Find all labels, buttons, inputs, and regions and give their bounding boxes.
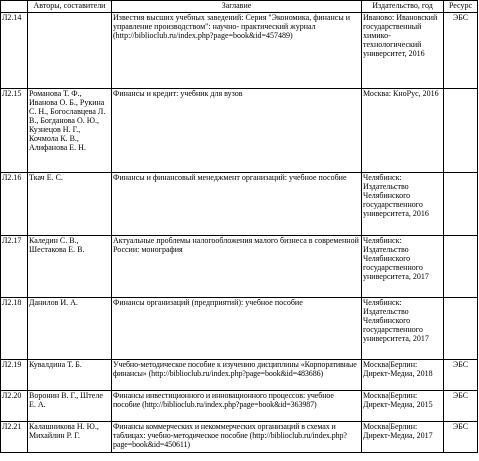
row-resource: ЭБС [444,391,478,422]
table-row [1,13,478,89]
row-number: Л2.17 [1,236,28,298]
row-publisher: Москва|Берлин: Директ-Медиа, 2018 [362,360,444,391]
header-number [1,1,28,13]
row-number: Л2.19 [1,360,28,391]
header-publisher: Издательство, год [362,1,444,13]
header-authors: Авторы, составители [28,1,112,13]
row-publisher: Челябинск: Издательство Челябинского государственного университета, 2016 [362,173,444,236]
row-publisher: Иваново: Ивановский государственный химико-технологический университет, 2016 [362,13,444,89]
row-resource: ЭБС [444,360,478,391]
row-resource [444,236,478,298]
row-authors: Романова Т. Ф., Иванова О. Б., Рукина С. Н., Богославцева Л. В., Богданова О. Ю., Кузнецов Н. Г., Кочмола К. В., Алифанова Е. Н. [28,89,112,173]
row-number: Л2.15 [1,89,28,173]
row-title: Финансы инвестиционного и инновационного процессов: учебное пособие (http://biblioclub.ru/index.php?page=book&id=363987) [112,391,362,422]
row-title: Известия высших учебных заведений: Серия "Экономика, финансы и управление производством": научно- практический журнал (http://biblioclub.ru/index.php?page=book&id=457489) [112,13,362,89]
row-resource [444,298,478,360]
row-publisher: Москва|Берлин: Директ-Медиа, 2017 [362,422,444,453]
row-authors: Калашникова Н. Ю., Михайлин Р. Г. [28,422,112,453]
row-title: Финансы и финансовый менеджмент организаций: учебное пособие [112,173,362,236]
row-authors: Данилов И. А. [28,298,112,360]
table-row [1,173,478,236]
row-publisher: Челябинск: Издательство Челябинского государственного университета, 2017 [362,298,444,360]
table-row [1,236,478,298]
row-title: Актуальные проблемы налогообложения малого бизнеса в современной России: монография [112,236,362,298]
table-row [1,391,478,422]
row-publisher: Москва: КноРус, 2016 [362,89,444,173]
row-resource [444,89,478,173]
row-resource [444,173,478,236]
header-title: Заглавие [112,1,362,13]
table-row [1,89,478,173]
row-authors: Каледин С. В., Шестакова Е. В. [28,236,112,298]
row-number: Л2.20 [1,391,28,422]
table-header-row [1,1,478,13]
row-number: Л2.18 [1,298,28,360]
header-resource: Ресурс [444,1,478,13]
table-row [1,298,478,360]
row-title: Финансы и кредит: учебник для вузов [112,89,362,173]
row-resource: ЭБС [444,422,478,453]
row-publisher: Челябинск: Издательство Челябинского государственного университета, 2017 [362,236,444,298]
table-row [1,422,478,453]
row-authors: Воронин В. Г., Штеле Е. А. [28,391,112,422]
row-number: Л2.21 [1,422,28,453]
row-title: Учебно-методическое пособие к изучению дисциплины «Корпоративные финансы» (http://biblioclub.ru/index.php?page=book&id=483686) [112,360,362,391]
row-authors: Кувалдина Т. Б. [28,360,112,391]
row-authors: Ткач Е. С. [28,173,112,236]
row-authors [28,13,112,89]
row-title: Финансы коммерческих и некоммерческих организаций в схемах и таблицах: учебно-методическое пособие (http://biblioclub.ru/index.php?page=book&id=450611) [112,422,362,453]
row-publisher: Москва|Берлин: Директ-Медиа, 2015 [362,391,444,422]
table-row [1,360,478,391]
row-resource: ЭБС [444,13,478,89]
row-number: Л2.14 [1,13,28,89]
row-title: Финансы организаций (предприятий): учебное пособие [112,298,362,360]
row-number: Л2.16 [1,173,28,236]
